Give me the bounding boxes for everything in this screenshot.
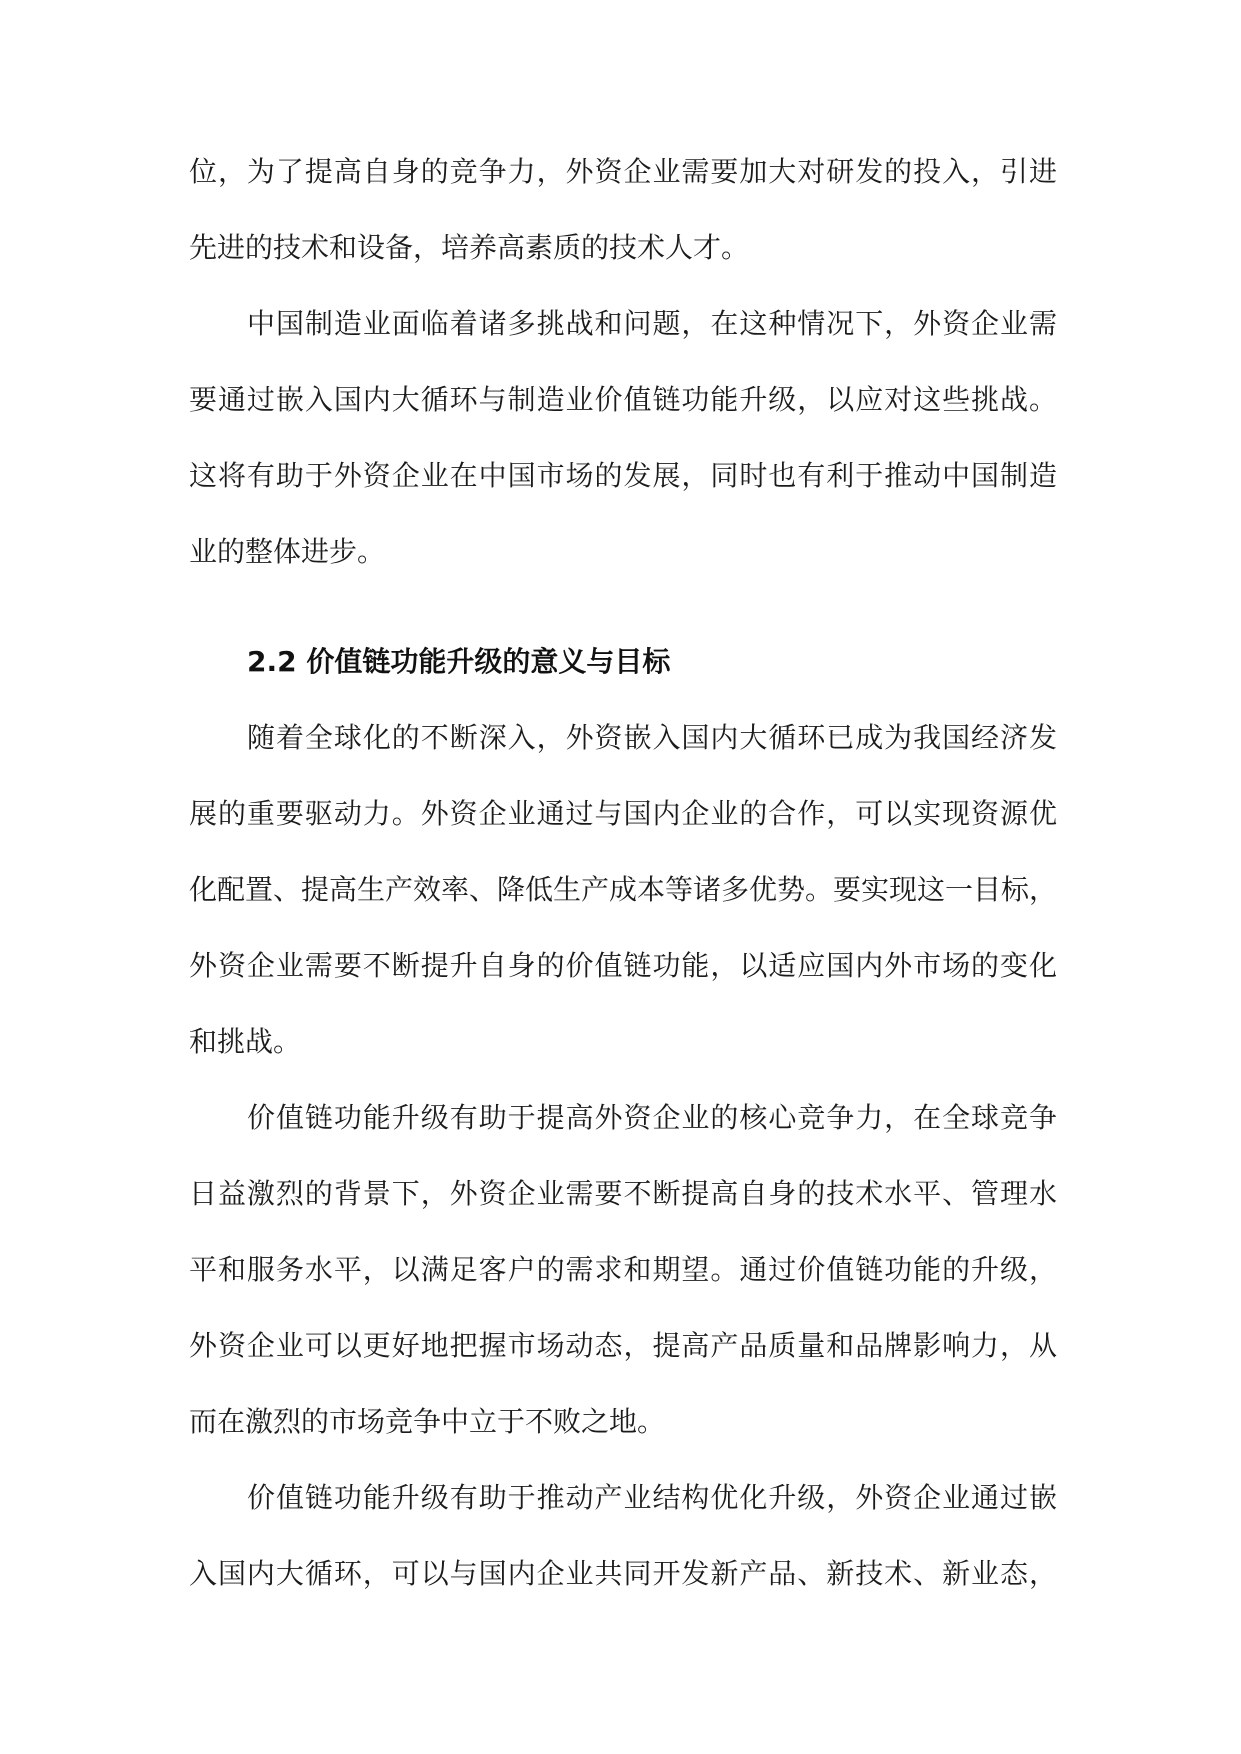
paragraph	[189, 1460, 1241, 1612]
paragraph-line: 平和服务水平，以满足客户的需求和期望。通过价值链功能的升级，	[189, 1253, 1057, 1286]
paragraph-line: 化配置、提高生产效率、降低生产成本等诸多优势。要实现这一目标，	[189, 873, 1058, 906]
paragraph-line: 先进的技术和设备，培养高素质的技术人才。	[189, 231, 750, 264]
paragraph-line: 而在激烈的市场竞争中立于不败之地。	[189, 1405, 666, 1438]
paragraph	[189, 134, 1241, 286]
paragraph-line: 日益激烈的背景下，外资企业需要不断提高自身的技术水平、管理水	[189, 1177, 1057, 1210]
paragraph-line: 价值链功能升级有助于提高外资企业的核心竞争力，在全球竞争	[247, 1101, 1057, 1134]
paragraph-line: 业的整体进步。	[189, 535, 386, 568]
paragraph-line: 入国内大循环，可以与国内企业共同开发新产品、新技术、新业态，	[189, 1557, 1057, 1590]
paragraph-line: 展的重要驱动力。外资企业通过与国内企业的合作，可以实现资源优	[189, 797, 1057, 830]
paragraph-line: 价值链功能升级有助于推动产业结构优化升级，外资企业通过嵌	[247, 1481, 1057, 1514]
section-heading: 2.2 价值链功能升级的意义与目标	[247, 645, 671, 678]
paragraph-line: 要通过嵌入国内大循环与制造业价值链功能升级，以应对这些挑战。	[189, 383, 1057, 416]
paragraph-line: 外资企业可以更好地把握市场动态，提高产品质量和品牌影响力，从	[189, 1329, 1057, 1362]
paragraph-line: 和挑战。	[189, 1025, 302, 1058]
paragraph-line: 这将有助于外资企业在中国市场的发展，同时也有利于推动中国制造	[189, 459, 1057, 492]
paragraph-line: 位，为了提高自身的竞争力，外资企业需要加大对研发的投入，引进	[189, 155, 1057, 188]
paragraph	[189, 286, 1241, 590]
paragraph	[189, 1080, 1241, 1460]
paragraph-line: 随着全球化的不断深入，外资嵌入国内大循环已成为我国经济发	[247, 721, 1057, 754]
paragraph	[189, 700, 1241, 1080]
paragraph-line: 中国制造业面临着诸多挑战和问题，在这种情况下，外资企业需	[247, 307, 1057, 340]
paragraph-line: 外资企业需要不断提升自身的价值链功能，以适应国内外市场的变化	[189, 949, 1057, 982]
